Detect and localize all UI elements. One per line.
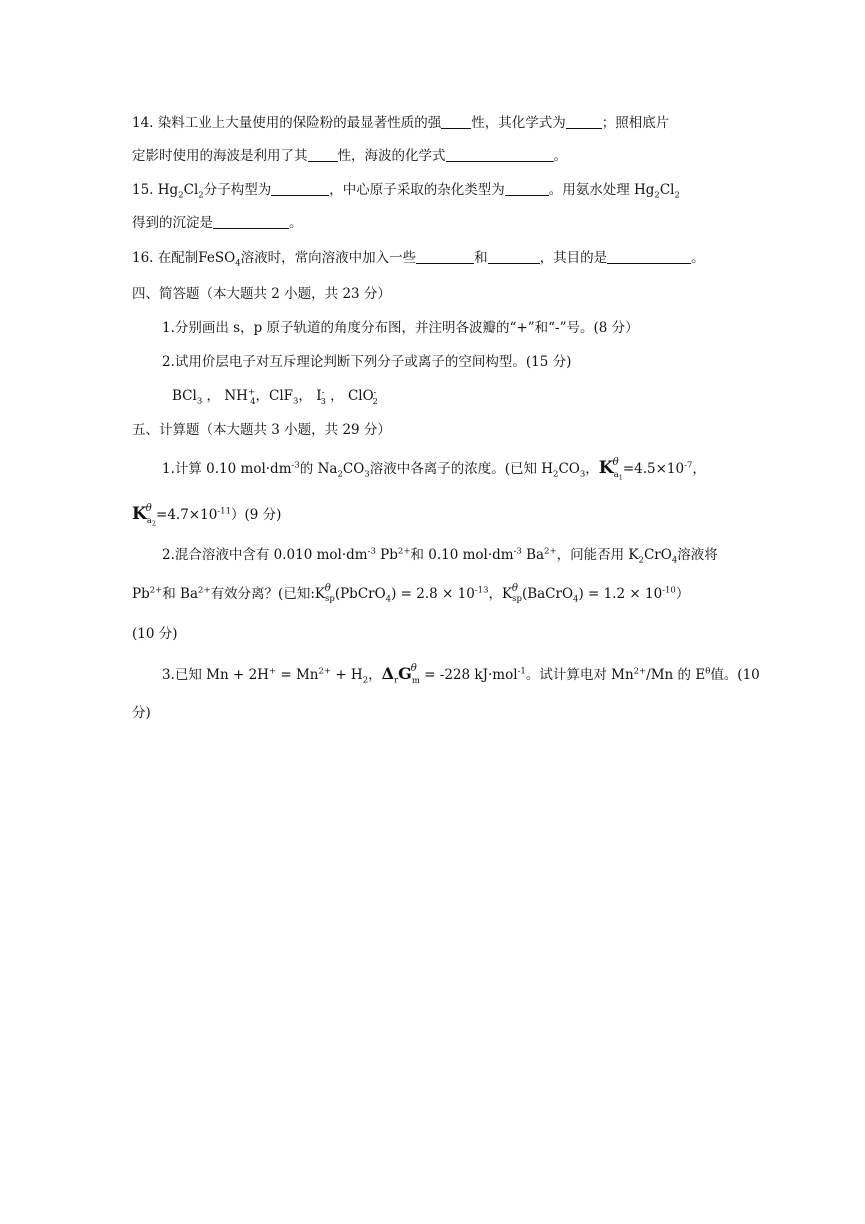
question-text: 染料工业上大量使用的保险粉的最显著性质的强 [157, 115, 442, 131]
answer-blank[interactable] [566, 114, 602, 129]
subscript: sp [512, 594, 522, 604]
theta-symbol: θ [324, 583, 331, 594]
subscript: 2 [151, 519, 157, 528]
superscript: - [373, 387, 377, 398]
answer-blank[interactable] [488, 249, 540, 264]
subscript: r [394, 675, 399, 686]
question-number: 14. [132, 115, 154, 131]
answer-blank[interactable] [607, 249, 691, 264]
theta-symbol: θ [511, 583, 518, 594]
gibbs-symbol: G [398, 664, 412, 683]
subscript: 3 [320, 396, 326, 407]
superscript: -10 [662, 585, 676, 596]
question-text: = -228 kJ·mol [419, 667, 518, 683]
section-4-q2: 2.试用价层电子对互斥理论判断下列分子或离子的空间构型。(15 分) [162, 354, 572, 370]
question-text: 定影时使用的海波是利用了其 [132, 148, 308, 164]
answer-blank[interactable] [308, 147, 338, 162]
subscript: 3 [196, 396, 203, 407]
question-text: 在配制 [157, 250, 199, 266]
question-text: CrO [643, 547, 672, 563]
section-5-q3-line-2: 分) [132, 705, 151, 721]
question-text: ；照相底片 [601, 115, 670, 131]
subscript: 3 [364, 469, 370, 480]
question-text: 和 [474, 250, 488, 266]
section-5-q1-line-1 [162, 458, 865, 481]
superscript: θ [705, 666, 711, 677]
q14-line-1 [132, 113, 865, 133]
subscript: 4 [573, 594, 579, 605]
question-text: 溶液将 [677, 547, 718, 563]
subscript: 2 [372, 396, 378, 407]
section-4-title: 四、简答题（本大题共 2 小题，共 23 分） [132, 286, 391, 302]
question-text: ，问能否用 K [556, 547, 639, 563]
superscript: 2+ [149, 585, 163, 596]
superscript: -3 [367, 546, 376, 557]
question-text: + H [331, 667, 363, 683]
question-text: 。用氨水处理 [548, 182, 630, 198]
question-text: (PbCrO [334, 586, 386, 602]
subscript: 4 [250, 396, 256, 407]
formula-text: Cl [183, 182, 199, 198]
question-text: 有效分离？(已知: [210, 586, 315, 602]
superscript: -11 [217, 506, 232, 517]
section-5-q3-line-1 [162, 664, 865, 687]
superscript: + [247, 387, 256, 398]
superscript: -13 [474, 585, 489, 596]
separator: ， [206, 388, 221, 404]
answer-blank[interactable] [441, 114, 471, 129]
subscript: 4 [671, 555, 678, 566]
superscript: 2+ [397, 546, 411, 557]
section-5-q2-line-3: (10 分) [132, 626, 178, 642]
question-text: 溶液中各离子的浓度。(已知 H [369, 461, 554, 477]
subscript: 2 [362, 675, 369, 686]
formula-text: NH [224, 388, 248, 404]
subscript: 3 [579, 469, 586, 480]
superscript: -7 [684, 460, 693, 471]
question-text: 性，其化学式为 [471, 115, 566, 131]
question-text: =4.5×10 [622, 461, 685, 477]
section-5-title: 五、计算题（本大题共 3 小题，共 29 分） [132, 422, 391, 438]
q14-line-2 [132, 146, 865, 166]
question-number: 16. [132, 250, 154, 266]
answer-blank[interactable] [505, 181, 549, 196]
theta-symbol: θ [612, 457, 619, 468]
formula-text: ClO [347, 388, 374, 404]
superscript: - [321, 387, 325, 398]
question-text: CO [342, 461, 365, 477]
question-text: =4.7×10 [156, 507, 218, 523]
question-text: = Mn [276, 667, 319, 683]
section-5-q2-line-2 [132, 584, 865, 606]
answer-blank[interactable] [446, 147, 554, 162]
question-text: 。 [553, 148, 567, 164]
delta-symbol: Δ [381, 664, 395, 683]
question-text: ， [368, 667, 382, 683]
question-text: Ba [521, 547, 545, 563]
question-text: 分子构型为 [203, 182, 272, 198]
separator: ， [330, 388, 344, 404]
question-text: ) = 1.2 × 10 [578, 586, 663, 602]
question-text: (BaCrO [521, 586, 574, 602]
formula-text: BCl [172, 388, 197, 404]
superscript: + [268, 666, 277, 677]
subscript: a [146, 516, 152, 526]
superscript: 2+ [198, 585, 211, 596]
q15-line-2 [132, 213, 865, 233]
subscript: 2 [654, 190, 660, 201]
question-text: CO [558, 461, 580, 477]
q16-line [132, 248, 865, 268]
section-5-q2-line-1 [162, 545, 865, 565]
question-text: ）(9 分) [231, 507, 282, 523]
theta-symbol: θ [410, 663, 417, 674]
question-text: 溶液时，常向溶液中加入一些 [240, 250, 417, 266]
question-text: 。 [691, 250, 705, 266]
question-text: 和 Ba [162, 586, 199, 602]
formula-text: Hg [157, 182, 179, 198]
question-text: 和 0.10 mol·dm [410, 547, 514, 563]
formula-text: Cl [659, 182, 675, 198]
question-text: 性，海波的化学式 [337, 148, 446, 164]
answer-blank[interactable] [271, 181, 329, 196]
question-text: 得到的沉淀是 [132, 215, 213, 231]
separator: ， [255, 388, 269, 404]
subscript: 2 [553, 469, 559, 480]
superscript: 2+ [318, 666, 332, 677]
ksp-symbol: K [314, 586, 325, 602]
ksp-symbol: K [502, 586, 513, 602]
question-text: Pb [375, 547, 398, 563]
question-text: 的 Na [299, 461, 338, 477]
question-text: 1.计算 0.10 mol·dm [162, 461, 292, 477]
question-text: 值。(10 [710, 667, 760, 683]
subscript: 2 [638, 555, 644, 566]
question-text: ，其目的是 [539, 250, 608, 266]
species-list [172, 386, 865, 406]
superscript: -3 [291, 460, 300, 471]
question-text: ， [585, 461, 599, 477]
question-number: 15. [132, 182, 154, 198]
ka2-symbol: K [132, 504, 147, 524]
formula-text: Hg [634, 182, 655, 198]
formula-text: ClF [268, 388, 293, 404]
answer-blank[interactable] [213, 214, 289, 229]
q15-line-1 [132, 180, 865, 200]
superscript: 2+ [544, 546, 557, 557]
question-text: 2.混合溶液中含有 0.010 mol·dm [162, 547, 368, 563]
question-text: /Mn 的 E [646, 667, 706, 683]
question-text: 。试计算电对 Mn [525, 667, 634, 683]
formula-text: I [316, 388, 322, 404]
question-text: 。 [289, 215, 303, 231]
subscript: m [411, 675, 420, 686]
subscript: 2 [674, 190, 680, 201]
subscript: 2 [178, 190, 184, 201]
answer-blank[interactable] [416, 249, 474, 264]
subscript: 4 [385, 594, 392, 605]
ka2-subscript [147, 516, 156, 526]
superscript: -3 [513, 546, 522, 557]
separator: ， [298, 388, 312, 404]
subscript: 3 [293, 396, 299, 407]
question-text: ， [692, 461, 706, 477]
question-text: ) = 2.8 × 10 [391, 586, 475, 602]
theta-symbol: θ [145, 503, 152, 514]
subscript: 2 [198, 190, 204, 201]
superscript: -1 [517, 666, 526, 677]
subscript: sp [324, 594, 335, 604]
subscript: a [613, 470, 619, 480]
ka1-subscript [614, 470, 623, 480]
question-text: Pb [132, 586, 150, 602]
formula-text: FeSO [198, 250, 236, 266]
subscript: 2 [337, 469, 343, 480]
ka1-symbol: K [598, 458, 614, 478]
section-5-q1-line-2 [132, 504, 865, 527]
question-text: ，中心原子采取的杂化类型为 [329, 182, 505, 198]
question-text: 3.已知 Mn + 2H [162, 667, 269, 683]
question-text: ） [675, 586, 690, 602]
superscript: 2+ [633, 666, 647, 677]
question-text: ， [488, 586, 502, 602]
section-4-q1: 1.分别画出 s，p 原子轨道的角度分布图，并注明各波瓣的“+”和“-”号。(8 分） [162, 320, 639, 336]
subscript: 4 [235, 258, 241, 269]
subscript: 1 [618, 473, 623, 482]
